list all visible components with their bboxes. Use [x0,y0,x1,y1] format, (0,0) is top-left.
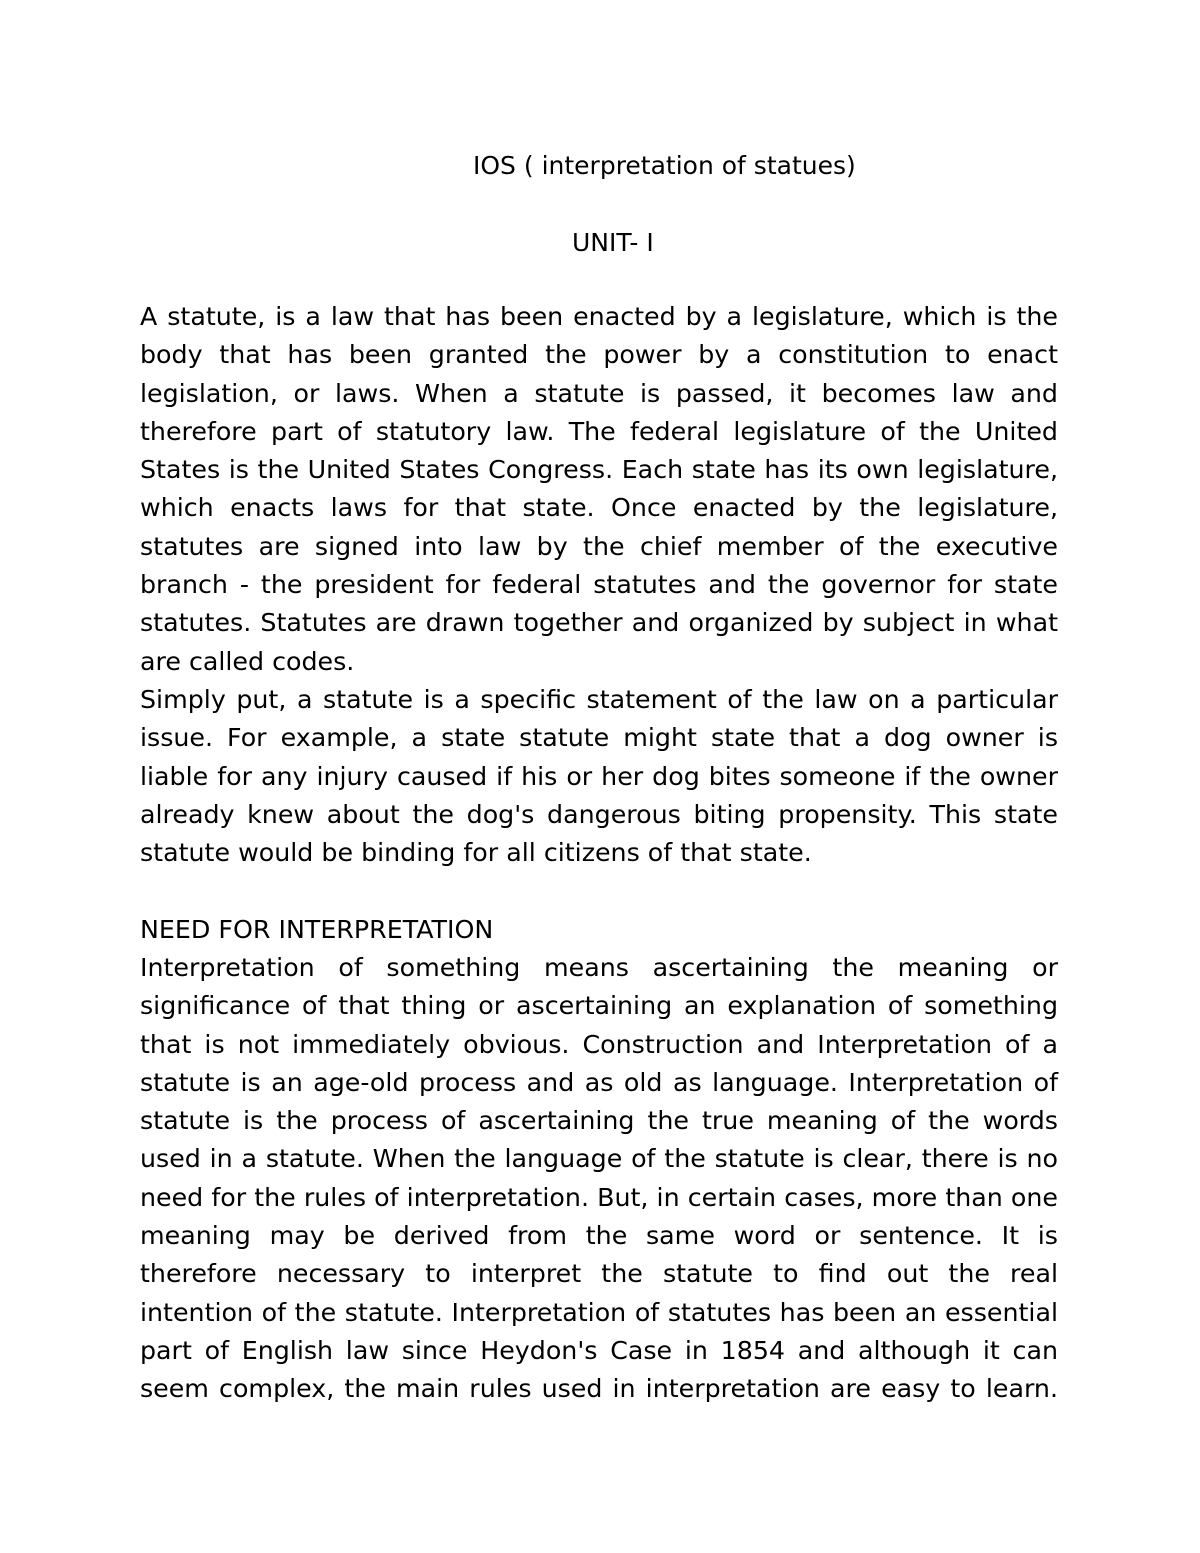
paragraph-statute-definition: A statute, is a law that has been enacted by a legislature, which is the body that has been granted the power by a constitution to enact legislation, or laws. When a statute is passed, it becomes law and therefore part of statutory law. The federal legislature of the United States is the United States Congress. Each state has its own legislature, which enacts laws for that state. Once enacted by the legislature, statutes are signed into law by the chief member of the executive branch - the president for federal statutes and the governor for state statutes. Statutes are drawn together and organized by subject in what are called codes. [140,302,1058,676]
section-heading-need-for-interpretation: NEED FOR INTERPRETATION [140,915,494,944]
paragraph-need-for-interpretation: Interpretation of something means ascertaining the meaning or significance of that thing or ascertaining an explanation of something that is not immediately obvious. Construction and Interpretation of a statute is an age-old process and as old as language. Interpretation of statute is the process of ascertaining the true meaning of the words used in a statute. When the language of the statute is clear, there is no need for the rules of interpretation. But, in certain cases, more than one meaning may be derived from the same word or sentence. It is therefore necessary to interpret the statute to find out the real intention of the statute. Interpretation of statutes has been an essential part of English law since Heydon's Case in 1854 and although it can seem complex, the main rules used in interpretation are easy to learn. [140,953,1058,1404]
document-title: IOS ( interpretation of statues) [473,151,856,180]
unit-heading: UNIT- I [572,228,654,257]
paragraph-statute-example: Simply put, a statute is a specific statement of the law on a particular issue. For example, a state statute might state that a dog owner is liable for any injury caused if his or her dog bites someone if the owner already knew about the dog's dangerous biting propensity. This state statute would be binding for all citizens of that state. [140,685,1058,868]
